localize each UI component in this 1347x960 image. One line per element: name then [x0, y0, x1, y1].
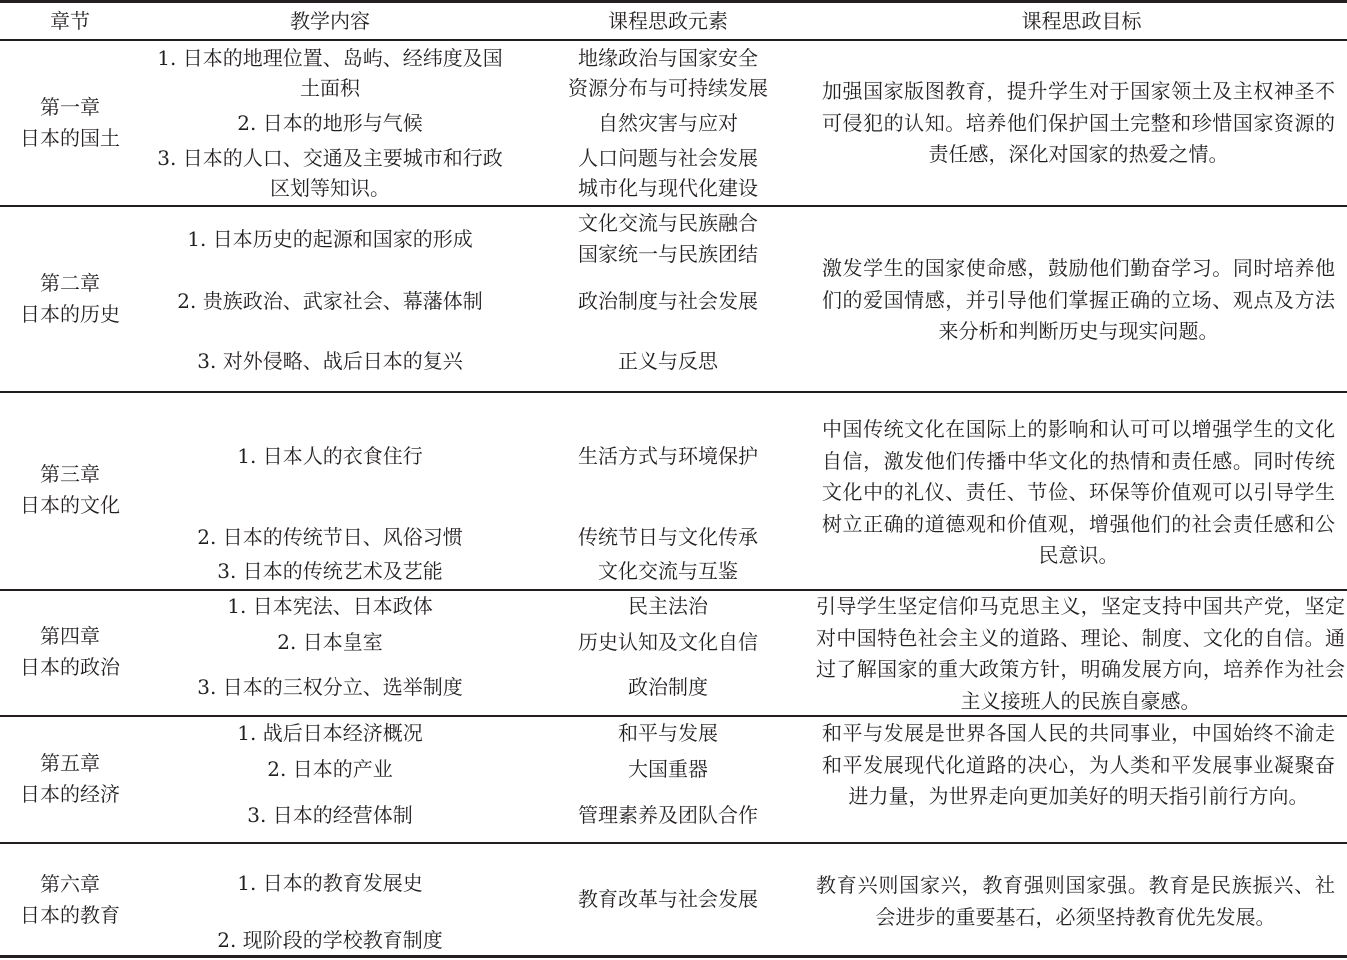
element-line: 民主法治	[628, 594, 708, 618]
content-line: 1. 日本人的衣食住行	[237, 444, 423, 468]
content-cell	[140, 591, 520, 715]
element-line: 政治制度	[628, 675, 708, 699]
content-line: 1. 日本的教育发展史	[237, 871, 423, 895]
chapter-title: 日本的文化	[20, 493, 120, 517]
header-chapter: 章节	[50, 9, 90, 33]
goal-cell	[816, 393, 1347, 589]
goal-text: 中国传统文化在国际上的影响和认可可以增强学生的文化自信，激发他们传播中华文化的热情和责任感。同时传统文化中的礼仪、责任、节俭、环保等价值观可以引导学生树立正确的道德观和价值观，增强他们的社会责任感和公民意识。	[822, 417, 1335, 567]
table-row	[0, 393, 1347, 589]
chapter-cell	[0, 844, 140, 955]
header-cell	[816, 3, 1347, 39]
elements-cell	[520, 591, 816, 715]
elements-cell	[520, 717, 816, 842]
header-elements: 课程思政元素	[608, 9, 728, 33]
chapter-cell	[0, 41, 140, 205]
element-line: 自然灾害与应对	[598, 111, 738, 135]
table-row	[0, 844, 1347, 955]
content-line: 土面积	[300, 76, 360, 100]
chapter-cell	[0, 717, 140, 842]
goal-cell	[816, 844, 1347, 955]
element-line: 正义与反思	[618, 349, 718, 373]
elements-cell	[520, 844, 816, 955]
table-bottom-rule	[0, 955, 1347, 958]
element-line: 城市化与现代化建设	[578, 176, 758, 200]
element-line: 历史认知及文化自信	[578, 630, 758, 654]
element-line: 传统节日与文化传承	[578, 525, 758, 549]
content-line: 2. 日本的传统节日、风俗习惯	[197, 525, 463, 549]
chapter-title: 日本的经济	[20, 782, 120, 806]
element-line: 政治制度与社会发展	[578, 289, 758, 313]
element-line: 和平与发展	[618, 721, 718, 745]
content-line: 2. 日本的地形与气候	[237, 111, 423, 135]
chapter-title: 日本的政治	[20, 655, 120, 679]
chapter-title: 日本的历史	[20, 302, 120, 326]
table-header	[0, 3, 1347, 39]
content-cell	[140, 207, 520, 391]
content-line: 2. 日本的产业	[267, 757, 393, 781]
content-line: 3. 日本的经营体制	[247, 803, 413, 827]
chapter-title: 日本的教育	[20, 903, 120, 927]
chapter-number: 第六章	[40, 872, 100, 896]
element-line: 生活方式与环境保护	[578, 444, 758, 468]
table-row	[0, 717, 1347, 842]
content-line: 3. 对外侵略、战后日本的复兴	[197, 349, 463, 373]
chapter-cell	[0, 591, 140, 715]
table-row	[0, 207, 1347, 391]
element-line: 人口问题与社会发展	[578, 146, 758, 170]
element-line: 文化交流与互鉴	[598, 559, 738, 583]
header-goal: 课程思政目标	[1021, 9, 1142, 33]
content-line: 3. 日本的人口、交通及主要城市和行政	[157, 146, 503, 170]
elements-cell	[520, 41, 816, 205]
content-line: 1. 日本的地理位置、岛屿、经纬度及国	[157, 46, 503, 70]
element-line: 管理素养及团队合作	[578, 803, 758, 827]
chapter-number: 第二章	[40, 271, 100, 295]
goal-text: 引导学生坚定信仰马克思主义，坚定支持中国共产党，坚定对中国特色社会主义的道路、理论、制度、文化的自信。通过了解国家的重大政策方针，明确发展方向，培养作为社会主义接班人的民族自豪感。	[816, 594, 1345, 713]
chapter-number: 第四章	[40, 624, 100, 648]
content-cell	[140, 393, 520, 589]
chapter-number: 第三章	[40, 462, 100, 486]
header-content: 教学内容	[290, 9, 370, 33]
goal-text: 激发学生的国家使命感，鼓励他们勤奋学习。同时培养他们的爱国情感，并引导他们掌握正确的立场、观点及方法来分析和判断历史与现实问题。	[822, 256, 1335, 343]
header-cell	[520, 3, 816, 39]
content-line: 1. 日本宪法、日本政体	[227, 594, 433, 618]
goal-text: 教育兴则国家兴，教育强则国家强。教育是民族振兴、社会进步的重要基石，必须坚持教育优先发展。	[816, 873, 1335, 929]
chapter-cell	[0, 393, 140, 589]
goal-cell	[816, 41, 1347, 205]
content-line: 2. 贵族政治、武家社会、幕藩体制	[177, 289, 483, 313]
elements-cell	[520, 207, 816, 391]
element-line: 大国重器	[628, 757, 708, 781]
chapter-number: 第五章	[40, 751, 100, 775]
element-line: 地缘政治与国家安全	[578, 46, 758, 70]
chapter-number: 第一章	[40, 95, 100, 119]
chapter-cell	[0, 207, 140, 391]
header-cell	[0, 3, 140, 39]
goal-cell	[816, 207, 1347, 391]
table-row	[0, 591, 1347, 715]
goal-cell	[816, 591, 1347, 715]
content-cell	[140, 717, 520, 842]
goal-text: 加强国家版图教育，提升学生对于国家领土及主权神圣不可侵犯的认知。培养他们保护国土完整和珍惜国家资源的责任感，深化对国家的热爱之情。	[822, 79, 1335, 166]
header-cell	[140, 3, 520, 39]
content-line: 区划等知识。	[270, 176, 390, 200]
content-cell	[140, 844, 520, 955]
elements-cell	[520, 393, 816, 589]
element-line: 国家统一与民族团结	[578, 242, 758, 266]
content-line: 3. 日本的传统艺术及艺能	[217, 559, 443, 583]
goal-cell	[816, 717, 1347, 842]
content-line: 1. 战后日本经济概况	[237, 721, 423, 745]
content-line: 2. 现阶段的学校教育制度	[217, 928, 443, 952]
goal-text: 和平与发展是世界各国人民的共同事业，中国始终不渝走和平发展现代化道路的决心，为人类和平发展事业凝聚奋进力量，为世界走向更加美好的明天指引前行方向。	[822, 721, 1335, 808]
content-line: 2. 日本皇室	[277, 630, 383, 654]
content-line: 3. 日本的三权分立、选举制度	[197, 675, 463, 699]
element-line: 教育改革与社会发展	[578, 887, 758, 911]
element-line: 资源分布与可持续发展	[568, 76, 768, 100]
content-line: 1. 日本历史的起源和国家的形成	[187, 227, 473, 251]
chapter-title: 日本的国土	[20, 126, 120, 150]
table-row	[0, 41, 1347, 205]
element-line: 文化交流与民族融合	[578, 211, 758, 235]
content-cell	[140, 41, 520, 205]
